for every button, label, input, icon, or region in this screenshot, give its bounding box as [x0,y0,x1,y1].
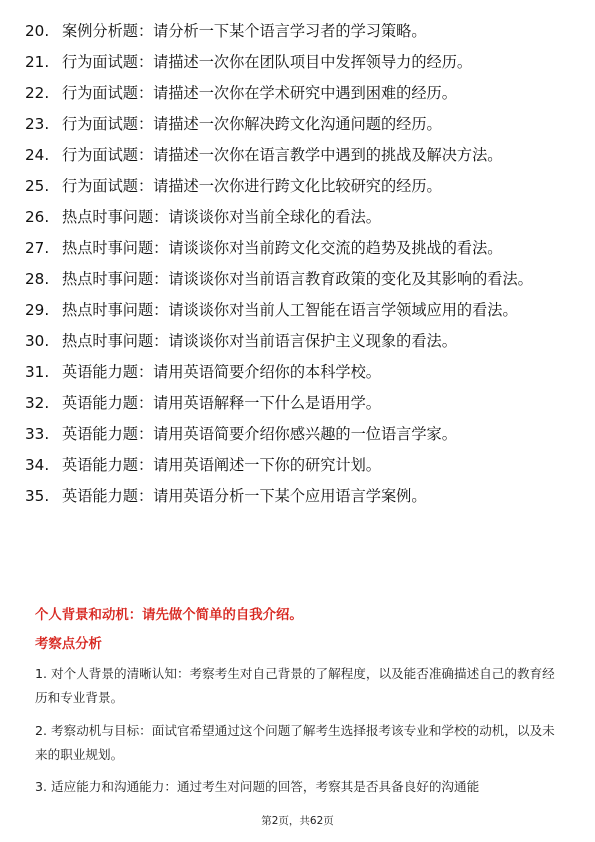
question-text: 英语能力题：请用英语解释一下什么是语用学。 [62,394,381,412]
question-text: 行为面试题：请描述一次你在学术研究中遇到困难的经历。 [62,84,457,102]
list-item [0,207,595,228]
list-item [0,393,595,414]
list-item [0,455,595,476]
question-number: 32. [25,394,50,412]
question-number: 31. [25,363,50,381]
question-text: 行为面试题：请描述一次你进行跨文化比较研究的经历。 [62,177,442,195]
question-text: 热点时事问题：请谈谈你对当前语言教育政策的变化及其影响的看法。 [62,270,533,288]
question-text: 案例分析题：请分析一下某个语言学习者的学习策略。 [62,22,427,40]
question-text: 行为面试题：请描述一次你在团队项目中发挥领导力的经历。 [62,53,473,71]
analysis-item: 2. 考察动机与目标：面试官希望通过这个问题了解考生选择报考该专业和学校的动机，以及未来的职业规划。 [35,722,555,762]
question-number: 33. [25,425,50,443]
question-text: 行为面试题：请描述一次你在语言教学中遇到的挑战及解决方法。 [62,146,503,164]
question-number: 34. [25,456,50,474]
question-text: 热点时事问题：请谈谈你对当前跨文化交流的趋势及挑战的看法。 [62,239,503,257]
question-number: 29. [25,301,50,319]
list-item [0,486,595,507]
question-text: 热点时事问题：请谈谈你对当前全球化的看法。 [62,208,381,226]
list-item [0,21,595,42]
list-item [0,300,595,321]
list-item [0,362,595,383]
question-number: 22. [25,84,50,102]
list-item [0,52,595,73]
list-item [0,424,595,445]
question-number: 27. [25,239,50,257]
question-text: 热点时事问题：请谈谈你对当前人工智能在语言学领域应用的看法。 [62,301,518,319]
question-number: 35. [25,487,50,505]
question-number: 24. [25,146,50,164]
list-item [0,114,595,135]
question-text: 热点时事问题：请谈谈你对当前语言保护主义现象的看法。 [62,332,457,350]
question-number: 23. [25,115,50,133]
question-text: 英语能力题：请用英语阐述一下你的研究计划。 [62,456,381,474]
section-heading: 个人背景和动机：请先做个简单的自我介绍。 [35,608,303,623]
analysis-list [35,662,560,808]
question-text: 行为面试题：请描述一次你解决跨文化沟通问题的经历。 [62,115,442,133]
page-footer: 第2页，共62页 [261,815,334,827]
list-item [0,145,595,166]
question-number: 20. [25,22,50,40]
question-text: 英语能力题：请用英语简要介绍你感兴趣的一位语言学家。 [62,425,457,443]
question-text: 英语能力题：请用英语分析一下某个应用语言学案例。 [62,487,427,505]
list-item [0,176,595,197]
list-item [0,83,595,104]
list-item [0,331,595,352]
question-number: 28. [25,270,50,288]
question-number: 25. [25,177,50,195]
sub-heading: 考察点分析 [35,637,102,652]
question-number: 30. [25,332,50,350]
question-number: 26. [25,208,50,226]
list-item [0,238,595,259]
analysis-item: 3. 适应能力和沟通能力：通过考生对问题的回答，考察其是否具备良好的沟通能 [35,779,480,794]
analysis-item: 1. 对个人背景的清晰认知：考察考生对自己背景的了解程度，以及能否准确描述自己的教育经历和专业背景。 [35,666,555,705]
question-text: 英语能力题：请用英语简要介绍你的本科学校。 [62,363,381,381]
list-item [0,269,595,290]
question-number: 21. [25,53,50,71]
question-list [0,21,595,517]
